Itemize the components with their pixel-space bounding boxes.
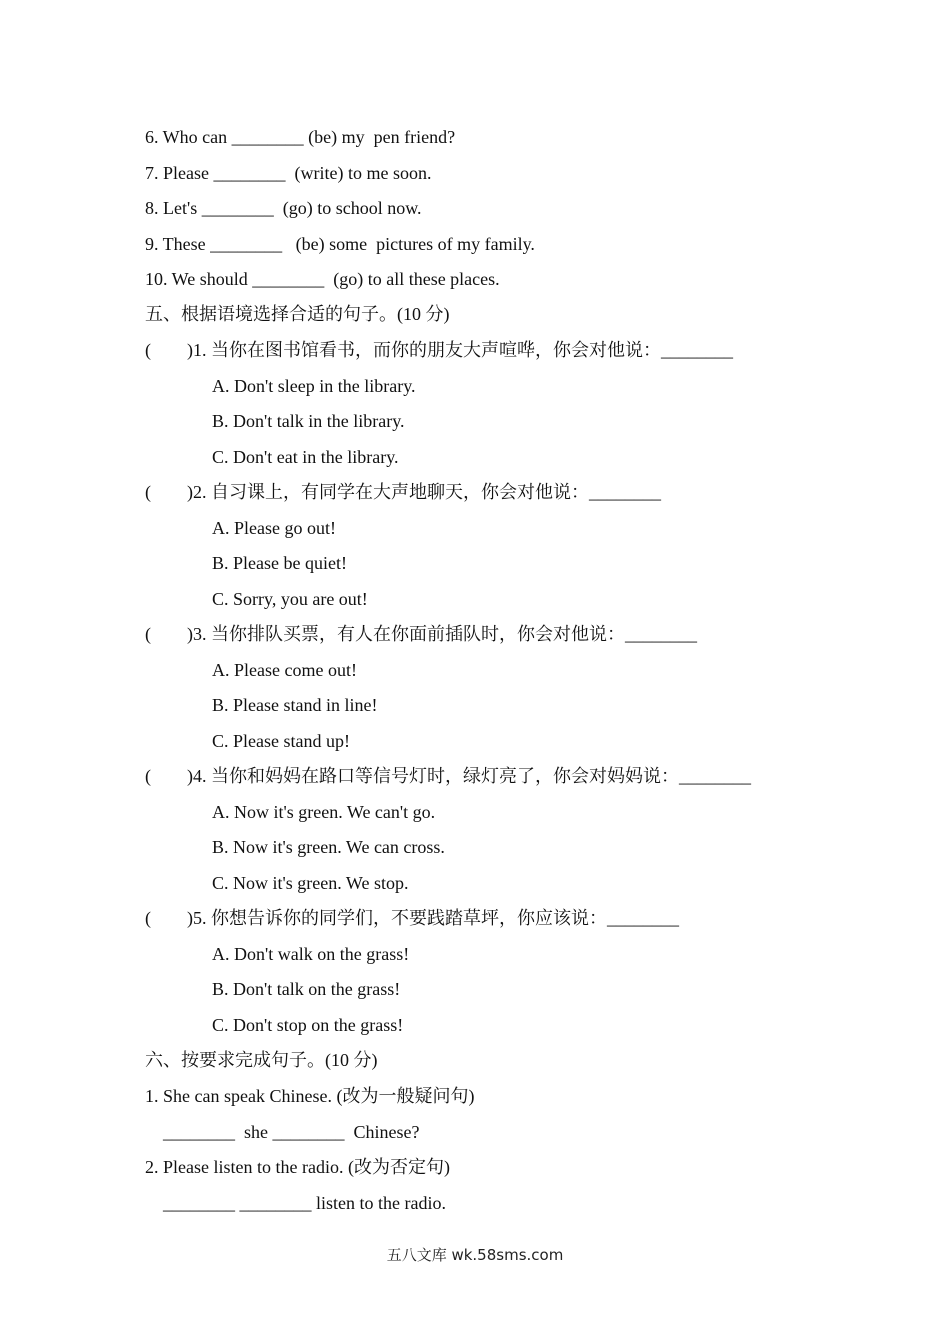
question-stem: ( )4. 当你和妈妈在路口等信号灯时，绿灯亮了，你会对妈妈说：________ — [145, 766, 751, 786]
question-stem: ( )3. 当你排队买票，有人在你面前插队时，你会对他说：________ — [145, 624, 697, 644]
question-option: A. Please go out! — [212, 518, 336, 538]
question-option: C. Now it's green. We stop. — [212, 873, 409, 893]
rewrite-prompt: 2. Please listen to the radio. (改为否定句) — [145, 1157, 450, 1177]
question-stem: ( )2. 自习课上，有同学在大声地聊天，你会对他说：________ — [145, 482, 661, 502]
question-option: B. Please stand in line! — [212, 695, 378, 715]
question-option: B. Please be quiet! — [212, 553, 347, 573]
rewrite-prompt: 1. She can speak Chinese. (改为一般疑问句) — [145, 1086, 475, 1106]
fill-in-item: 8. Let's ________ (go) to school now. — [145, 198, 422, 218]
section-5-heading: 五、根据语境选择合适的句子。(10 分) — [145, 304, 450, 324]
question-option: B. Now it's green. We can cross. — [212, 837, 445, 857]
rewrite-answer-line: ________ she ________ Chinese? — [163, 1122, 420, 1142]
question-option: A. Don't sleep in the library. — [212, 376, 416, 396]
fill-in-item: 7. Please ________ (write) to me soon. — [145, 163, 432, 183]
question-option: C. Don't eat in the library. — [212, 447, 399, 467]
question-option: A. Now it's green. We can't go. — [212, 802, 436, 822]
footer-watermark: 五八文库 wk.58sms.com — [386, 1246, 564, 1264]
question-stem: ( )1. 当你在图书馆看书，而你的朋友大声喧哗，你会对他说：________ — [145, 340, 733, 360]
fill-in-item: 9. These ________ (be) some pictures of my family. — [145, 234, 535, 254]
rewrite-answer-line: ________ ________ listen to the radio. — [163, 1193, 446, 1213]
question-option: B. Don't talk in the library. — [212, 411, 405, 431]
fill-in-item: 6. Who can ________ (be) my pen friend? — [145, 127, 456, 147]
question-option: A. Please come out! — [212, 660, 357, 680]
question-option: B. Don't talk on the grass! — [212, 979, 401, 999]
question-option: C. Don't stop on the grass! — [212, 1015, 404, 1035]
question-option: C. Sorry, you are out! — [212, 589, 368, 609]
question-option: C. Please stand up! — [212, 731, 350, 751]
fill-in-item: 10. We should ________ (go) to all these places. — [145, 269, 500, 289]
section-6-heading: 六、按要求完成句子。(10 分) — [145, 1050, 378, 1070]
question-option: A. Don't walk on the grass! — [212, 944, 410, 964]
question-stem: ( )5. 你想告诉你的同学们，不要践踏草坪，你应该说：________ — [145, 908, 679, 928]
